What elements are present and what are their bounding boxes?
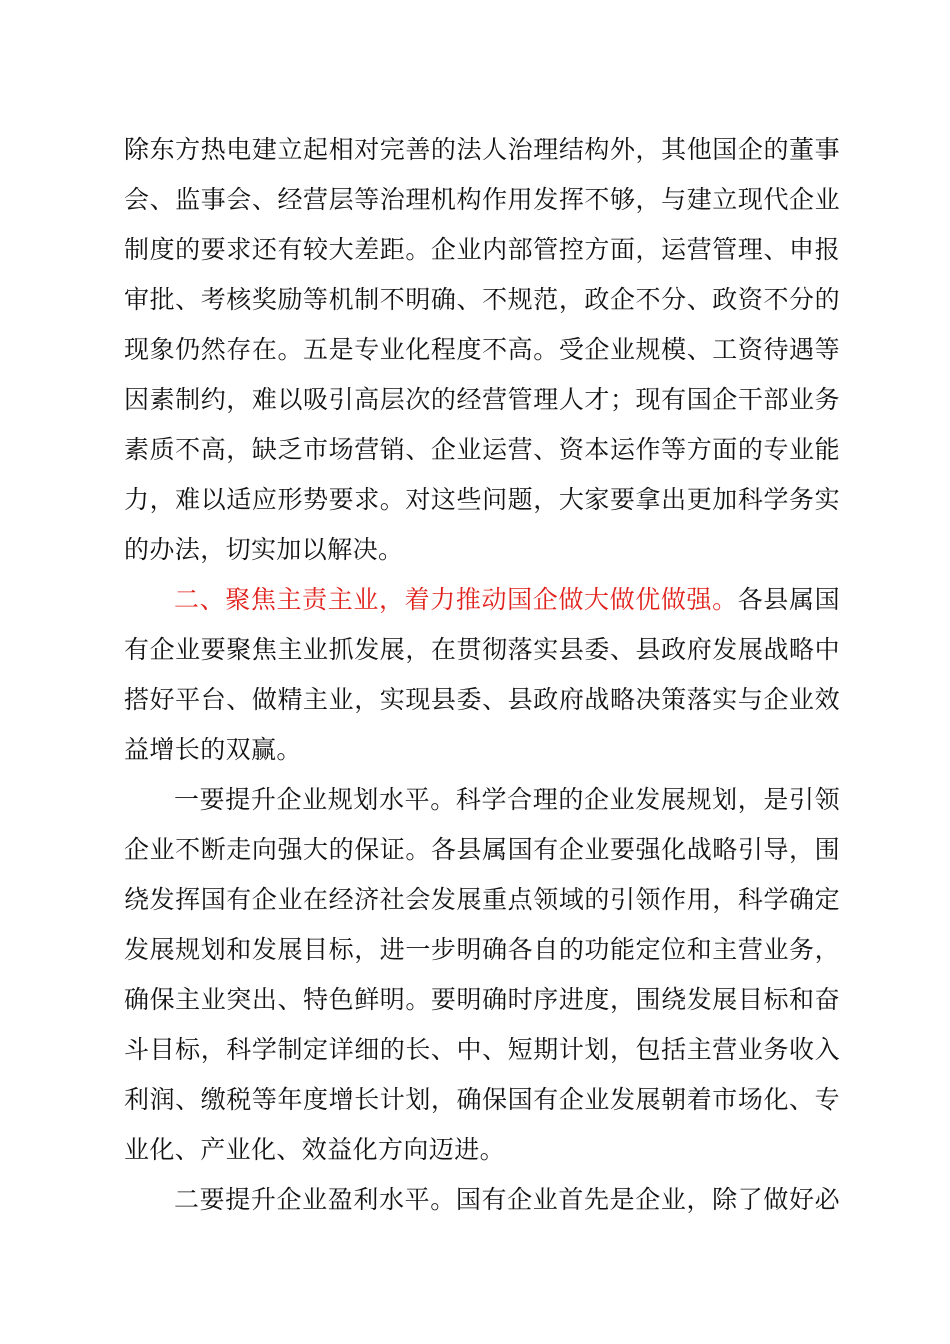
text-line: 有企业要聚焦主业抓发展，在贯彻落实县委、县政府发展战略中: [124, 635, 840, 664]
text-line: 业化、产业化、效益化方向迈进。: [124, 1135, 506, 1164]
text-line: 益增长的双赢。: [124, 735, 302, 764]
text-line: 搭好平台、做精主业，实现县委、县政府战略决策落实与企业效: [124, 685, 840, 714]
paragraph-first-line: 二要提升企业盈利水平。国有企业首先是企业，除了做好必: [174, 1185, 840, 1214]
text-line: 现象仍然存在。五是专业化程度不高。受企业规模、工资待遇等: [124, 335, 840, 364]
text-line: 制度的要求还有较大差距。企业内部管控方面，运营管理、申报: [124, 235, 840, 264]
text-line: 企业不断走向强大的保证。各县属国有企业要强化战略引导，围: [124, 835, 840, 864]
text-line: 绕发挥国有企业在经济社会发展重点领域的引领作用，科学确定: [124, 885, 840, 914]
section-heading-line: [174, 575, 840, 625]
text-line: 审批、考核奖励等机制不明确、不规范，政企不分、政资不分的: [124, 285, 840, 314]
paragraph-first-line: 一要提升企业规划水平。科学合理的企业发展规划，是引领: [174, 785, 840, 814]
section-heading: 二、聚焦主责主业，着力推动国企做大做优做强。: [174, 585, 738, 614]
text-line: 因素制约，难以吸引高层次的经营管理人才；现有国企干部业务: [124, 385, 840, 414]
text-line: 的办法，切实加以解决。: [124, 535, 404, 564]
text-line: 斗目标，科学制定详细的长、中、短期计划，包括主营业务收入: [124, 1035, 840, 1064]
text-line: 会、监事会、经营层等治理机构作用发挥不够，与建立现代企业: [124, 185, 840, 214]
text-line: 发展规划和发展目标，进一步明确各自的功能定位和主营业务，: [124, 935, 840, 964]
section-heading-continuation: 各县属国: [737, 585, 840, 614]
text-line: 除东方热电建立起相对完善的法人治理结构外，其他国企的董事: [124, 135, 840, 164]
text-line: 力，难以适应形势要求。对这些问题，大家要拿出更加科学务实: [124, 485, 840, 514]
text-line: 确保主业突出、特色鲜明。要明确时序进度，围绕发展目标和奋: [124, 985, 840, 1014]
text-line: 素质不高，缺乏市场营销、企业运营、资本运作等方面的专业能: [124, 435, 840, 464]
text-line: 利润、缴税等年度增长计划，确保国有企业发展朝着市场化、专: [124, 1085, 840, 1114]
